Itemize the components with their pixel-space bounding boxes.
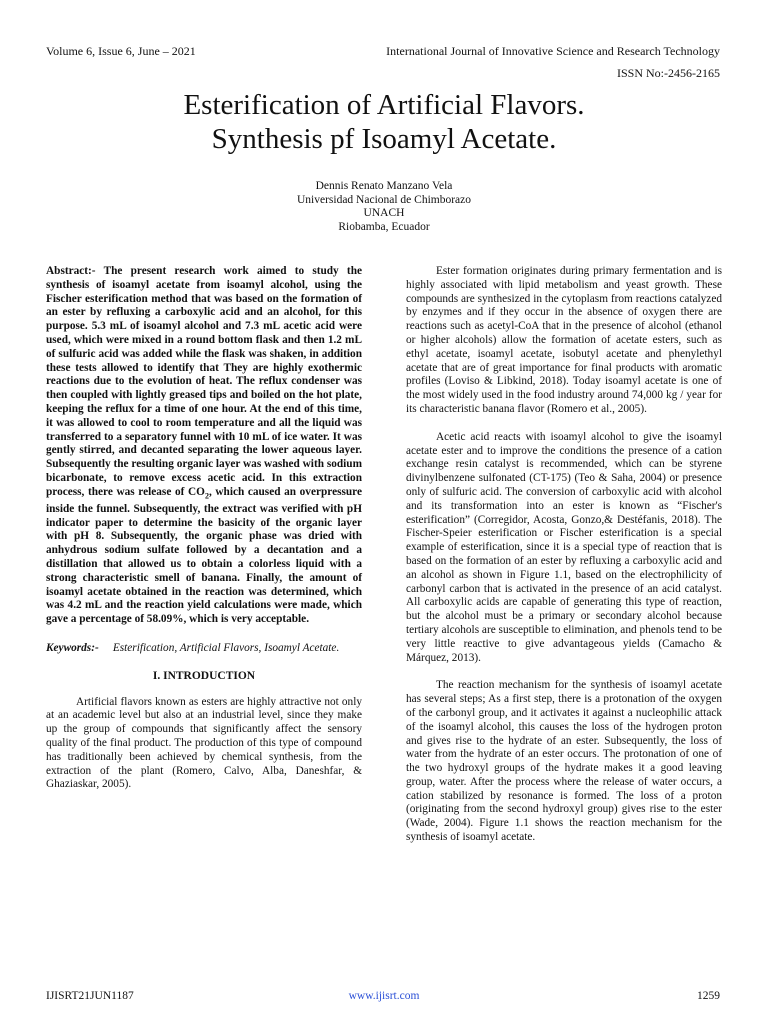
intro-paragraph-1: Artificial flavors known as esters are highly attractive not only at an academic level but also at an industrial level, since they make up the group of compounds that significantly affect the sensory quality of the final product. The production of this type of compound has traditionally been achieved by chemical synthesis, from the extraction of the plant (Romero, Calvo, Alba, Daneshfar, & Ghaziaskar, 2005). [46, 695, 362, 791]
abstract-subscript: 2 [204, 491, 209, 500]
body-paragraph-1: Ester formation originates during primary fermentation and is highly associated with lipid metabolism and yeast growth. These compounds are synthesized in the cytoplasm from reactions catalyzed by enzymes and if they occur in the absence of oxygen there are reactions such as acetyl-CoA that in the presence of alcohol (ethanol or higher alcohols) allow the formation of acetate esters, such as ethyl acetate, isoamyl acetate, isobutyl acetate and phenylethyl acetate that are of great importance for final products with aromatic profiles (Loviso & Libkind, 2018). Today isoamyl acetate is one of the most widely used in the food industry around 74,000 kg / year for its characteristic banana flavor (Romero et al., 2005). [406, 265, 722, 415]
abstract [46, 265, 362, 627]
keywords [46, 642, 362, 656]
keywords-text: Esterification, Artificial Flavors, Isoamyl Acetate. [112, 641, 340, 654]
right-column [406, 265, 722, 845]
footer-website-link[interactable]: www.ijisrt.com [348, 990, 420, 1002]
journal-volume: Volume 6, Issue 6, June – 2021 [46, 44, 196, 58]
author-location: Riobamba, Ecuador [338, 220, 430, 233]
journal-issn: ISSN No:-2456-2165 [616, 66, 720, 80]
abstract-part2: , which caused an overpressure inside the funnel. Subsequently, the extract was verified with pH indicator paper to determine the basicity of the organic layer with pH 8. Subsequently, the organic phase was dried with anhydrous sodium sulfate followed by a decantation and a distillation that allowed us to obtain a colorless liquid with a strong characteristic smell of banana. Finally, the amount of isoamyl acetate obtained in the reaction was determined, which was 4.2 mL and the reaction yield calculations were made, which gave a percentage of 58.09%, which is very acceptable. [46, 485, 362, 626]
keywords-label: Keywords:- [46, 641, 99, 654]
abstract-part1: Abstract:- The present research work aimed to study the synthesis of isoamyl acetate from isoamyl alcohol, using the Fischer esterification method that was based on the formation of an ester by refluxing a carboxylic acid and an alcohol, for this purpose. 5.3 mL of isoamyl alcohol and 7.3 mL acetic acid were used, which were mixed in a round bottom flask and then 1.2 mL of sulfuric acid was added while the flask was shaken, in addition these tests allowed to identify that They are highly exothermic reactions due to the evolution of heat. The reflux condenser was then coupled with lightly greased tips and boiled on the hot plate, keeping the reflux for a time of one hour. At the end of this time, it was allowed to cool to room temperature and all the liquid was transferred to a separatory funnel with 10 mL of ice water. It was gently stirred, and decanted separating the lower aqueous layer. Subsequently the resulting organic layer was washed with sodium bicarbonate, to remove excess acetic acid. In this extraction process, there was release of CO [46, 265, 362, 498]
author-block [0, 180, 768, 234]
footer-paper-id: IJISRT21JUN1187 [46, 990, 134, 1002]
section-heading-introduction: I. INTRODUCTION [152, 669, 256, 682]
paper-title-line1: Esterification of Artificial Flavors. [183, 89, 585, 121]
body-paragraph-3: The reaction mechanism for the synthesis of isoamyl acetate has several steps; As a first step, there is a protonation of the oxygen of the carbonyl group, and it activates it against a nucleophilic attack of the isoamyl alcohol, this causes the loss of the hydrogen proton and gives rise to the hydrate of an ester. Subsequently, the loss of water from the hydrate of an ester occurs. The protonation of one of the two hydroxyl groups of the hydrate makes it a good leaving group, water. After the process where the release of water occurs, a cation stabilized by resonance is formed. The loss of a proton (originating from the second hydroxyl group) gives rise to the ester (Wade, 2004). Figure 1.1 shows the reaction mechanism for the synthesis of isoamyl acetate. [406, 679, 722, 844]
author-affiliation: Universidad Nacional de Chimborazo [296, 193, 472, 206]
author-name: Dennis Renato Manzano Vela [315, 180, 453, 192]
body-paragraph-2: Acetic acid reacts with isoamyl alcohol to give the isoamyl acetate ester and to improve the conditions the presence of a cation exchange resin catalyst is recommended, which can be styrene divinylbenzene sulfonated (CT-175) (Teo & Saha, 2004) or presence only of sulfuric acid. The conversion of carboxylic acid with alcohol and its transformation into an ester is known as “Fischer's esterification” (Corregidor, Acosta, Gonzo,& Destéfanis, 2018). The Fischer-Speier esterification or Fischer esterification is a special example of esterification, since it is a special type of reaction that is based on the formation of an ester by refluxing a carboxylic acid and an alcohol as shown in Figure 1.1, based on the electrophilicity of carbonyl carbon that is activated in the presence of an acid catalyst. All carboxylic acids are capable of generating this type of reaction, but the alcohol must be a primary or secondary alcohol because tertiary alcohols are susceptible to elimination, and phenols tend to be very little reactive to give advantageous yields (Camacho & Márquez, 2013). [406, 430, 722, 664]
paper-title-line2: Synthesis pf Isoamyl Acetate. [211, 123, 557, 155]
journal-name: International Journal of Innovative Science and Research Technology [386, 44, 720, 58]
footer-page-number: 1259 [697, 990, 720, 1002]
left-column [46, 265, 362, 792]
paper-title [0, 88, 768, 156]
author-unit: UNACH [363, 207, 405, 219]
